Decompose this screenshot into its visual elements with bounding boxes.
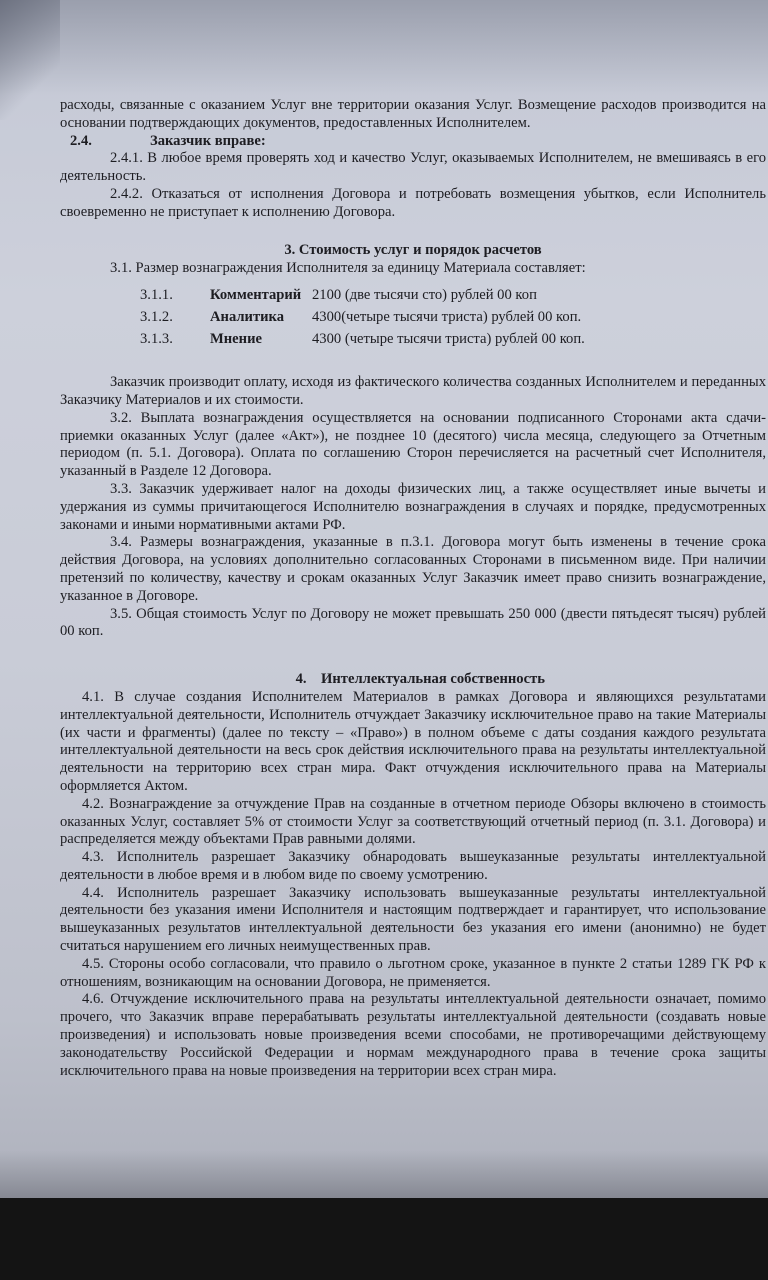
paragraph-payment: Заказчик производит оплату, исходя из фактического количества созданных Исполнителем и переданных Заказчику Материалов и их стоимости. bbox=[60, 374, 766, 408]
item-term: Аналитика bbox=[210, 309, 285, 326]
section-4-heading bbox=[60, 671, 766, 689]
paragraph-expenses: расходы, связанные с оказанием Услуг вне территории оказания Услуг. Возмещение расходов производится на основании подтверждающих документов, предоставленных Исполнителем. bbox=[60, 97, 766, 131]
item-price: 4300 (четыре тысячи триста) рублей 00 коп. bbox=[312, 331, 585, 348]
paragraph-4-2: 4.2. Вознаграждение за отчуждение Прав на созданные в отчетном периоде Обзоры включено в стоимость оказанных Услуг, составляет 5% от стоимости Услуг за соответствующий отчетный период (п. 3.1. Договора) и распределяется между объектами Прав равными долями. bbox=[60, 795, 766, 848]
section-title: Интеллектуальная собственность bbox=[321, 671, 545, 688]
item-number: 3.1.2. bbox=[140, 309, 173, 326]
price-item bbox=[140, 306, 766, 328]
paragraph-2-4-1: 2.4.1. В любое время проверять ход и качество Услуг, оказываемых Исполнителем, не вмешиваясь в его деятельность. bbox=[60, 150, 766, 185]
price-list bbox=[140, 284, 766, 350]
page-shadow bbox=[0, 0, 768, 95]
paragraph-4-1: 4.1. В случае создания Исполнителем Материалов в рамках Договора и являющихся результатами интеллектуальной деятельности, Исполнитель отчуждает Заказчику исключительное право на такие Материалы (их части и фрагменты) (далее по тексту – «Право») в полном объеме с даты создания каждого результата интеллектуальной деятельности на весь срок действия исключительного права на результаты интеллектуальной деятельности на территорию всех стран мира. Факт отчуждения исключительного права на Материалы оформляется Актом. bbox=[60, 688, 766, 794]
item-number: 3.1.3. bbox=[140, 331, 173, 348]
item-term: Комментарий bbox=[210, 287, 302, 304]
item-term: Мнение bbox=[210, 331, 262, 348]
item-price: 2100 (две тысячи сто) рублей 00 коп bbox=[312, 287, 537, 304]
paragraph-2-4-2: 2.4.2. Отказаться от исполнения Договора и потребовать возмещения убытков, если Исполнитель своевременно не приступает к исполнению Договора. bbox=[60, 185, 766, 220]
item-number: 3.1.1. bbox=[140, 287, 173, 304]
paragraph-3-3: 3.3. Заказчик удерживает налог на доходы физических лиц, а также осуществляет иные вычеты и удержания из суммы причитающегося Исполнителю вознаграждения в случаях и порядке, предусмотренных законами и иными нормативными актами РФ. bbox=[60, 480, 766, 533]
paragraph-4-3: 4.3. Исполнитель разрешает Заказчику обнародовать вышеуказанные результаты интеллектуальной деятельности в любое время и в любом виде по своему усмотрению. bbox=[60, 849, 766, 883]
paragraph-3-4: 3.4. Размеры вознаграждения, указанные в п.3.1. Договора могут быть изменены в течение срока действия Договора, на условиях дополнительно согласованных Сторонами в письменном виде. При наличии претензий по количеству, качеству и срокам оказанных Услуг Заказчик имеет право снизить вознаграждение, указанное в Договоре. bbox=[60, 534, 766, 604]
price-item bbox=[140, 328, 766, 350]
price-item bbox=[140, 284, 766, 306]
document-text bbox=[60, 97, 766, 1080]
section-3-title: 3. Стоимость услуг и порядок расчетов bbox=[284, 241, 542, 258]
paragraph-4-6: 4.6. Отчуждение исключительного права на результаты интеллектуальной деятельности означает, помимо прочего, что Заказчик вправе перерабатывать результаты интеллектуальной деятельности (создавать новые произведения) и использовать новые произведения всеми способами, не противоречащими действующему законодательству Российской Федерации и нормам международного права в течение срока защиты исключительного права на новые произведения на территории всех стран мира. bbox=[60, 991, 766, 1079]
paragraph-4-5: 4.5. Стороны особо согласовали, что правило о льготном сроке, указанное в пункте 2 статьи 1289 ГК РФ к отношениям, возникающим на основании Договора, не применяется. bbox=[60, 955, 766, 990]
section-title: Заказчик вправе: bbox=[150, 132, 266, 149]
section-2-4-heading bbox=[70, 133, 766, 151]
section-number: 2.4. bbox=[70, 132, 92, 149]
item-price: 4300(четыре тысячи триста) рублей 00 коп. bbox=[312, 309, 582, 326]
paragraph-3-1: 3.1. Размер вознаграждения Исполнителя за единицу Материала составляет: bbox=[110, 260, 586, 277]
page-bottom-shade bbox=[0, 1150, 768, 1198]
paragraph-3-5: 3.5. Общая стоимость Услуг по Договору не может превышать 250 000 (двести пятьдесят тысяч) рублей 00 коп. bbox=[60, 605, 766, 640]
paragraph-3-2: 3.2. Выплата вознаграждения осуществляется на основании подписанного Сторонами акта сдачи-приемки оказанных Услуг (далее «Акт»), не позднее 10 (десятого) числа месяца, следующего за Отчетным периодом (п. 5.1. Договора). Оплата по соглашению Сторон перечисляется на расчетный счет Исполнителя, указанный в Разделе 12 Договора. bbox=[60, 409, 766, 480]
section-number: 4. bbox=[295, 671, 307, 688]
page-fold-shadow bbox=[0, 0, 60, 120]
spacer bbox=[60, 350, 766, 374]
paragraph-4-4: 4.4. Исполнитель разрешает Заказчику использовать вышеуказанные результаты интеллектуальной деятельности без указания имени Исполнителя и настоящим подтверждает и гарантирует, что использование вышеуказанных результатов интеллектуальной деятельности без указания его имени (анонимно) не будет считаться нарушением его личных неимущественных прав. bbox=[60, 884, 766, 955]
